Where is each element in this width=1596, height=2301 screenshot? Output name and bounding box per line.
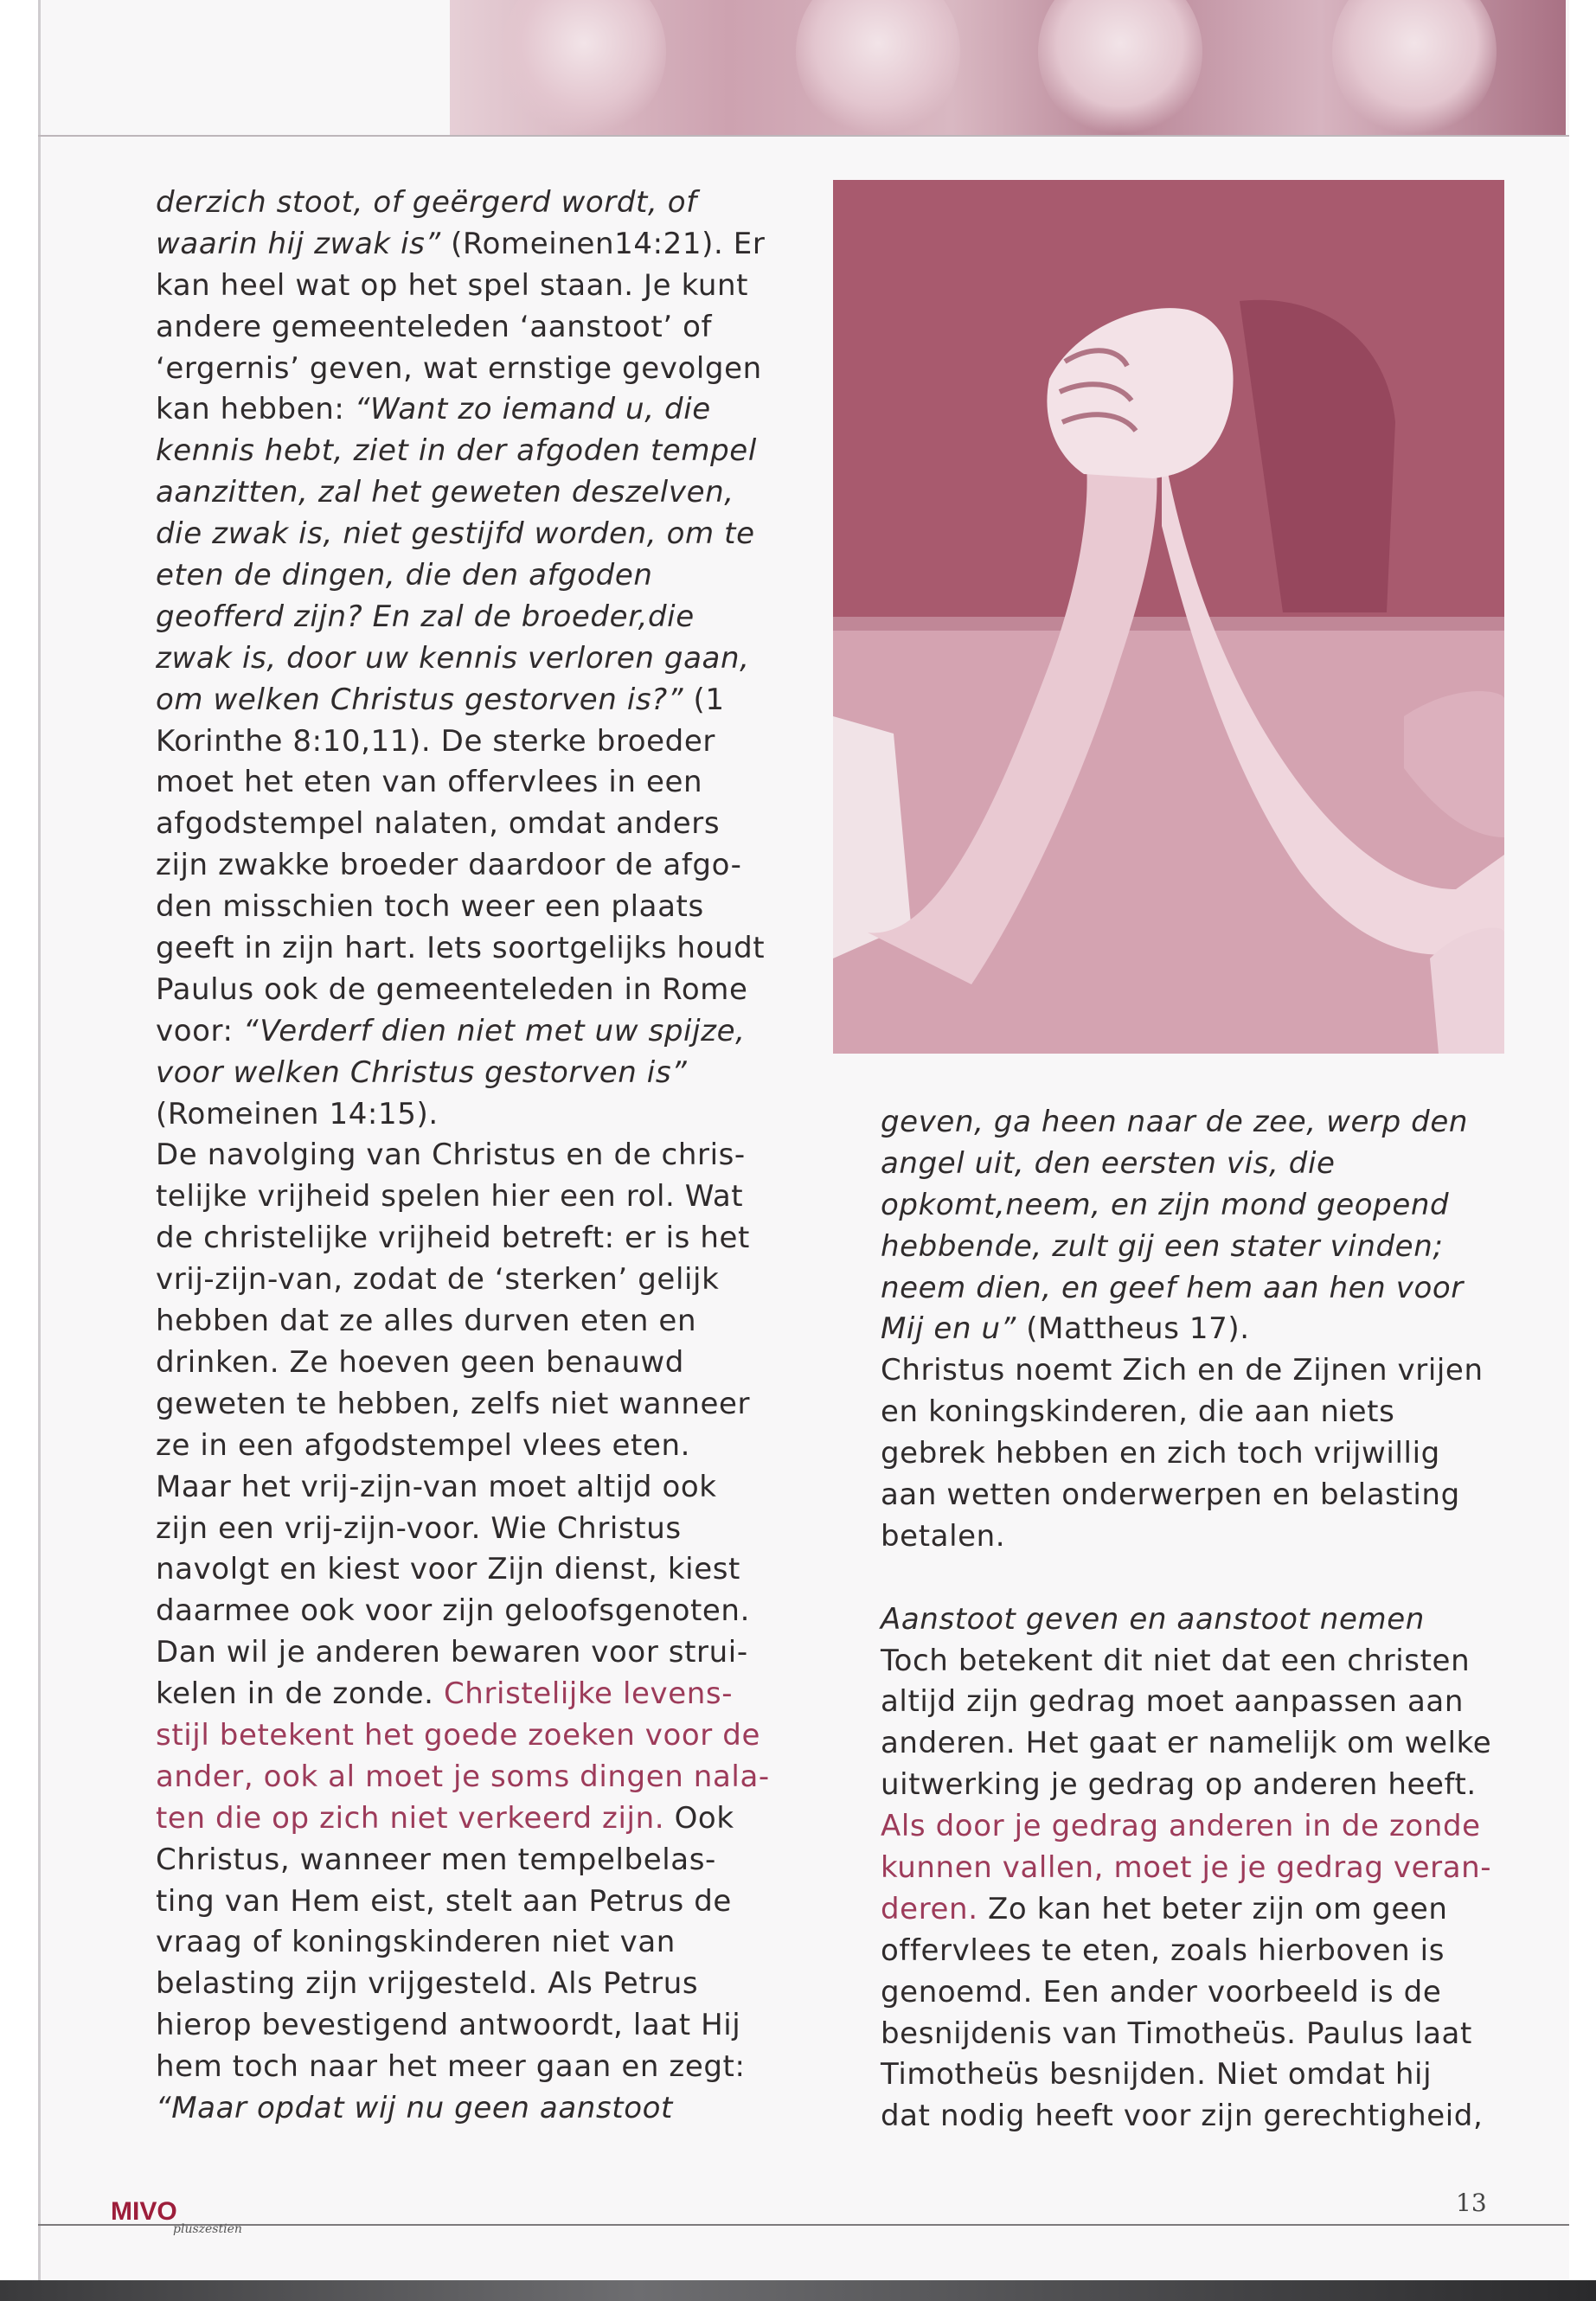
body-text: offervlees te eten, zoals hierboven is (881, 1932, 1445, 1968)
left-column-line (156, 1011, 783, 1053)
right-text-column (881, 1102, 1503, 2138)
right-column-line (881, 1848, 1503, 1889)
body-text: Ook (664, 1800, 734, 1836)
left-column-line (156, 183, 783, 224)
left-column-line (156, 1343, 783, 1384)
quoted-text: om welken Christus gestorven is?” (156, 682, 684, 717)
left-column-line (156, 1176, 783, 1218)
page-number: 13 (1456, 2189, 1487, 2217)
scan-bottom-strip (0, 2280, 1596, 2301)
left-column-line (156, 1632, 783, 1674)
body-text: anderen. Het gaat er namelijk om welke (881, 1726, 1492, 1761)
right-column-line (881, 1144, 1503, 1185)
body-text: hierop bevestigend antwoordt, laat Hij (156, 2008, 741, 2043)
body-text: belasting zijn vrijgesteld. Als Petrus (156, 1966, 699, 2002)
body-text: zijn zwakke broeder daardoor de afgo- (156, 848, 742, 883)
right-column-line (881, 1475, 1503, 1516)
highlighted-text: ander, ook al moet je soms dingen nala- (156, 1759, 770, 1794)
header-face-3 (1038, 0, 1202, 138)
left-column-line (156, 431, 783, 472)
body-text: daarmee ook voor zijn geloofsgenoten. (156, 1593, 750, 1629)
left-column-line (156, 2005, 783, 2047)
right-column-line (881, 1516, 1503, 1558)
quoted-text: waarin hij zwak is” (156, 226, 441, 261)
quoted-text: zwak is, door uw kennis verloren gaan, (156, 640, 750, 676)
left-column-line (156, 1549, 783, 1591)
body-text: afgodstempel nalaten, omdat anders (156, 806, 721, 842)
body-text: den misschien toch weer een plaats (156, 889, 704, 925)
right-column-line (881, 1350, 1503, 1392)
left-column-line (156, 845, 783, 887)
left-column-line (156, 349, 783, 390)
highlighted-text: Als door je gedrag anderen in de zonde (881, 1809, 1481, 1844)
right-column-line (881, 1889, 1503, 1931)
body-text: altijd zijn gedrag moet aanpassen aan (881, 1684, 1465, 1720)
quoted-text: “Want zo iemand u, die (354, 392, 711, 427)
left-column-line (156, 266, 783, 307)
left-column-line (156, 680, 783, 721)
left-column-line (156, 1964, 783, 2005)
photo-table (833, 621, 1504, 1054)
right-column-line (881, 1641, 1503, 1682)
body-text: geweten te hebben, zelfs niet wanneer (156, 1386, 751, 1421)
quoted-text: hebbende, zult gij een stater vinden; (881, 1228, 1444, 1264)
magazine-logo: MIVO (111, 2197, 177, 2226)
right-column-line (881, 2096, 1503, 2138)
body-text: De navolging van Christus en de chris- (156, 1138, 746, 1173)
left-column-line (156, 928, 783, 970)
body-text: geeft in zijn hart. Iets soortgelijks houdt (156, 931, 766, 966)
body-text: (Romeinen 14:15). (156, 1096, 439, 1131)
left-column-line (156, 887, 783, 928)
left-column-line (156, 1259, 783, 1301)
left-column-line (156, 555, 783, 597)
body-text: voor: (156, 1013, 243, 1048)
highlighted-text: Christelijke levens- (443, 1676, 734, 1712)
left-column-line (156, 1757, 783, 1798)
right-column-line (881, 1227, 1503, 1268)
magazine-logo-subtitle: pluszestien (173, 2222, 242, 2236)
highlighted-text: ten die op zich niet verkeerd zijn. (156, 1800, 665, 1836)
left-column-line (156, 1135, 783, 1176)
left-column-line (156, 1798, 783, 1840)
right-column-line (881, 1392, 1503, 1433)
body-text: navolgt en kiest voor Zijn dienst, kiest (156, 1552, 740, 1587)
quoted-text: “Verderf dien niet met uw spijze, (242, 1013, 746, 1048)
body-text: kan heel wat op het spel staan. Je kunt (156, 267, 749, 303)
left-column-line (156, 970, 783, 1011)
header-photo-strip (450, 0, 1566, 136)
left-column-line (156, 1301, 783, 1343)
highlighted-text: kunnen vallen, moet je je gedrag veran- (881, 1850, 1492, 1886)
left-column-line (156, 2047, 783, 2088)
body-text: gebrek hebben en zich toch vrijwillig (881, 1436, 1440, 1471)
page-edge (1569, 0, 1596, 2301)
body-text: zijn een vrij-zijn-voor. Wie Christus (156, 1510, 682, 1546)
body-text: vraag of koningskinderen niet van (156, 1925, 676, 1960)
body-text: (1 (683, 682, 725, 717)
photo-table-edge (833, 617, 1504, 631)
body-text: hebben dat ze alles durven eten en (156, 1304, 697, 1339)
left-column-line (156, 721, 783, 763)
right-column-line (881, 1765, 1503, 1806)
left-column-line (156, 389, 783, 431)
left-column-line (156, 1840, 783, 1881)
left-column-line (156, 1094, 783, 1136)
body-text: besnijdenis van Timotheüs. Paulus laat (881, 2016, 1472, 2051)
right-column-line (881, 1102, 1503, 1144)
quoted-text: angel uit, den eersten vis, die (881, 1145, 1336, 1181)
body-text: andere gemeenteleden ‘aanstoot’ of (156, 309, 713, 344)
arm-wrestling-photo (833, 180, 1504, 1054)
body-text: Dan wil je anderen bewaren voor strui- (156, 1635, 748, 1670)
right-column-line (881, 1599, 1503, 1641)
body-text: ze in een afgodstempel vlees eten. (156, 1427, 691, 1463)
section-subheading: Aanstoot geven en aanstoot nemen (881, 1601, 1425, 1637)
body-text: ‘ergernis’ geven, wat ernstige gevolgen (156, 350, 762, 386)
body-text: de christelijke vrijheid betreft: er is het (156, 1221, 750, 1256)
header-rule (38, 135, 1569, 137)
right-column-line (881, 1723, 1503, 1765)
body-text: (Romeinen14:21). Er (440, 226, 766, 261)
left-column-line (156, 804, 783, 845)
left-column-line (156, 597, 783, 638)
left-text-column (156, 183, 783, 2130)
body-text: Paulus ook de gemeenteleden in Rome (156, 971, 748, 1007)
right-column-line (881, 2054, 1503, 2096)
right-column-line (881, 1806, 1503, 1848)
quoted-text: eten de dingen, die den afgoden (156, 558, 653, 593)
left-column-line (156, 638, 783, 680)
quoted-text: derzich stoot, of geërgerd wordt, of (156, 185, 697, 220)
left-column-line (156, 1053, 783, 1094)
body-text: Korinthe 8:10,11). De sterke broeder (156, 723, 715, 759)
left-column-line (156, 1509, 783, 1550)
right-column-line (881, 1185, 1503, 1227)
quoted-text: kennis hebt, ziet in der afgoden tempel (156, 433, 757, 469)
quoted-text: Mij en u” (881, 1311, 1016, 1347)
body-text: drinken. Ze hoeven geen benauwd (156, 1344, 684, 1380)
body-text: aan wetten onderwerpen en belasting (881, 1477, 1460, 1513)
left-column-line (156, 1384, 783, 1426)
header-face-2 (796, 0, 960, 138)
quoted-text: geofferd zijn? En zal de broeder,die (156, 599, 695, 634)
body-text: Christus noemt Zich en de Zijnen vrijen (881, 1353, 1484, 1388)
left-column-line (156, 1426, 783, 1467)
body-text: vrij-zijn-van, zodat de ‘sterken’ gelijk (156, 1262, 720, 1298)
highlighted-text: deren. (881, 1891, 978, 1926)
body-text: uitwerking je gedrag op anderen heeft. (881, 1767, 1477, 1803)
quoted-text: voor welken Christus gestorven is” (156, 1054, 688, 1090)
left-column-line (156, 1881, 783, 1923)
body-text: moet het eten van offervlees in een (156, 765, 703, 800)
right-column-line (881, 2014, 1503, 2055)
left-column-line (156, 1922, 783, 1964)
right-column-line (881, 1972, 1503, 2014)
left-column-line (156, 2088, 783, 2130)
left-column-line (156, 224, 783, 266)
right-column-line (881, 1433, 1503, 1475)
body-text: betalen. (881, 1518, 1006, 1554)
body-text: Christus, wanneer men tempelbelas- (156, 1842, 716, 1877)
body-text: (Mattheus 17). (1016, 1311, 1250, 1347)
left-column-line (156, 762, 783, 804)
right-column-line (881, 1931, 1503, 1972)
right-column-line (881, 1682, 1503, 1723)
arm-wrestling-illustration (833, 180, 1504, 1054)
body-text: genoemd. Een ander voorbeeld is de (881, 1974, 1442, 2009)
quoted-text: geven, ga heen naar de zee, werp den (881, 1105, 1469, 1139)
body-text: dat nodig heeft voor zijn gerechtigheid, (881, 2099, 1484, 2134)
quoted-text: “Maar opdat wij nu geen aanstoot (156, 2090, 673, 2125)
right-column-line (881, 1309, 1503, 1350)
left-column-line (156, 472, 783, 514)
left-column-line (156, 1218, 783, 1259)
body-text: Maar het vrij-zijn-van moet altijd ook (156, 1469, 717, 1504)
body-text: Timotheüs besnijden. Niet omdat hij (881, 2057, 1433, 2093)
quoted-text: aanzitten, zal het geweten deszelven, (156, 475, 734, 510)
body-text: ting van Hem eist, stelt aan Petrus de (156, 1883, 732, 1919)
body-text: telijke vrijheid spelen hier een rol. Wat (156, 1179, 744, 1215)
left-column-line (156, 1715, 783, 1757)
footer-rule (38, 2224, 1569, 2226)
quoted-text: opkomt,neem, en zijn mond geopend (881, 1187, 1450, 1222)
left-column-line (156, 514, 783, 555)
left-column-line (156, 307, 783, 349)
left-column-line (156, 1591, 783, 1632)
header-face-4 (1332, 0, 1497, 138)
body-text: Zo kan het beter zijn om geen (977, 1891, 1448, 1926)
body-text: Toch betekent dit niet dat een christen (881, 1643, 1471, 1678)
left-column-line (156, 1467, 783, 1509)
body-text: kelen in de zonde. (156, 1676, 444, 1712)
right-column-line (881, 1558, 1503, 1599)
body-text: hem toch naar het meer gaan en zegt: (156, 2049, 746, 2085)
highlighted-text: stijl betekent het goede zoeken voor de (156, 1717, 760, 1753)
body-text: en koningskinderen, die aan niets (881, 1394, 1395, 1430)
left-column-line (156, 1674, 783, 1715)
right-column-line (881, 1268, 1503, 1310)
header-face-1 (502, 0, 666, 138)
body-text: kan hebben: (156, 392, 355, 427)
quoted-text: neem dien, en geef hem aan hen voor (881, 1270, 1464, 1305)
quoted-text: die zwak is, niet gestijfd worden, om te (156, 516, 755, 552)
